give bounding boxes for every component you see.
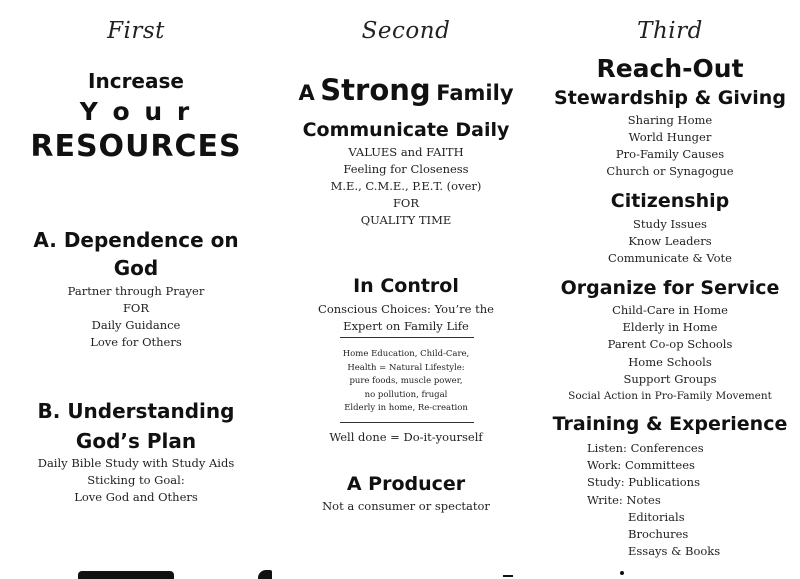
section-a-line: Love for Others <box>90 335 182 349</box>
service-line: Child-Care in Home <box>612 303 728 317</box>
section-b-lines <box>0 455 272 506</box>
title-line-your: Y o u r <box>79 97 193 126</box>
communicate-line: VALUES and FAITH <box>348 145 464 159</box>
in-control-line: Conscious Choices: You’re the <box>318 302 494 316</box>
stewardship-line: Church or Synagogue <box>606 164 734 178</box>
write-sub-line: Brochures <box>628 527 689 542</box>
well-done-line: Well done = Do-it-yourself <box>329 430 483 444</box>
in-control-lines <box>272 301 540 335</box>
lifestyle-line: no pollution, frugal <box>364 389 448 400</box>
scan-blot <box>78 571 174 579</box>
training-lines <box>587 440 704 509</box>
in-control-heading: In Control <box>353 275 459 297</box>
strong-family-title <box>272 73 540 107</box>
stewardship-line: World Hunger <box>628 130 712 144</box>
section-a-line: Daily Guidance <box>91 318 181 332</box>
service-line: Elderly in Home <box>622 320 718 335</box>
write-sub-line: Editorials <box>628 510 685 524</box>
section-a-line: Partner through Prayer <box>67 284 205 298</box>
lifestyle-line: Elderly in home, Re-creation <box>344 403 468 413</box>
title-line-resources: RESOURCES <box>30 129 242 164</box>
service-line: Social Action in Pro-Family Movement <box>568 390 772 403</box>
training-heading: Training & Experience <box>552 413 788 435</box>
scan-blot <box>258 570 272 579</box>
service-line: Support Groups <box>623 371 717 386</box>
citizenship-line: Communicate & Vote <box>608 251 732 265</box>
section-b-line: Daily Bible Study with Study Aids <box>37 456 235 470</box>
stewardship-heading: Stewardship & Giving <box>554 87 786 109</box>
communicate-line: FOR <box>392 196 420 210</box>
write-sub-lines <box>628 509 720 561</box>
citizenship-line: Study Issues <box>633 217 707 231</box>
communicate-line: M.E., C.M.E., P.E.T. (over) <box>330 179 482 193</box>
section-b-heading-line1: B. Understanding <box>37 399 235 423</box>
producer-heading: A Producer <box>346 473 466 495</box>
section-b-heading-line2: God’s Plan <box>75 429 197 453</box>
section-b-line: Love God and Others <box>74 490 198 504</box>
divider-top <box>340 337 474 338</box>
column-third <box>540 0 800 579</box>
scan-blot <box>620 571 624 575</box>
ordinal-third: Third <box>637 18 703 44</box>
title-strong: Strong <box>320 73 431 107</box>
ordinal-second: Second <box>361 18 451 44</box>
write-sub-line: Essays & Books <box>628 544 721 559</box>
communicate-lines <box>272 144 540 229</box>
scan-blot <box>503 575 513 577</box>
lifestyle-line: pure foods, muscle power, <box>349 376 463 386</box>
section-a-heading-line1: A. Dependence on <box>33 228 239 252</box>
section-b-line: Sticking to Goal: <box>87 473 185 487</box>
lifestyle-box-lines <box>272 348 540 416</box>
training-line: Study: Publications <box>587 475 700 490</box>
citizenship-line: Know Leaders <box>628 234 712 248</box>
stewardship-lines <box>540 112 800 180</box>
communicate-line: QUALITY TIME <box>360 213 452 227</box>
producer-line: Not a consumer or spectator <box>322 499 490 513</box>
title-line-increase: Increase <box>88 69 184 93</box>
communicate-line: Feeling for Closeness <box>343 162 469 176</box>
communicate-heading: Communicate Daily <box>302 119 510 141</box>
section-a-heading-line2: God <box>113 256 159 280</box>
column-second <box>272 0 540 579</box>
stewardship-line: Sharing Home <box>627 113 713 127</box>
training-line: Work: Committees <box>587 458 695 473</box>
service-line: Parent Co-op Schools <box>607 337 733 352</box>
reach-out-title: Reach-Out <box>596 54 744 83</box>
citizenship-heading: Citizenship <box>610 190 730 212</box>
training-line: Write: Notes <box>587 492 661 507</box>
ordinal-first: First <box>107 18 165 44</box>
divider-bottom <box>340 422 474 423</box>
service-lines <box>540 302 800 405</box>
service-line: Home Schools <box>628 354 712 369</box>
section-a-line: FOR <box>122 301 150 315</box>
in-control-line: Expert on Family Life <box>343 319 469 333</box>
title-a: A <box>298 81 315 105</box>
citizenship-lines <box>540 216 800 267</box>
column-first <box>0 0 272 579</box>
lifestyle-line: Home Education, Child-Care, <box>342 349 470 359</box>
stewardship-line: Pro-Family Causes <box>615 147 725 161</box>
title-family: Family <box>436 81 514 105</box>
service-heading: Organize for Service <box>560 277 780 299</box>
training-line: Listen: Conferences <box>587 441 704 455</box>
section-a-lines <box>0 283 272 351</box>
lifestyle-line: Health = Natural Lifestyle: <box>347 362 465 373</box>
